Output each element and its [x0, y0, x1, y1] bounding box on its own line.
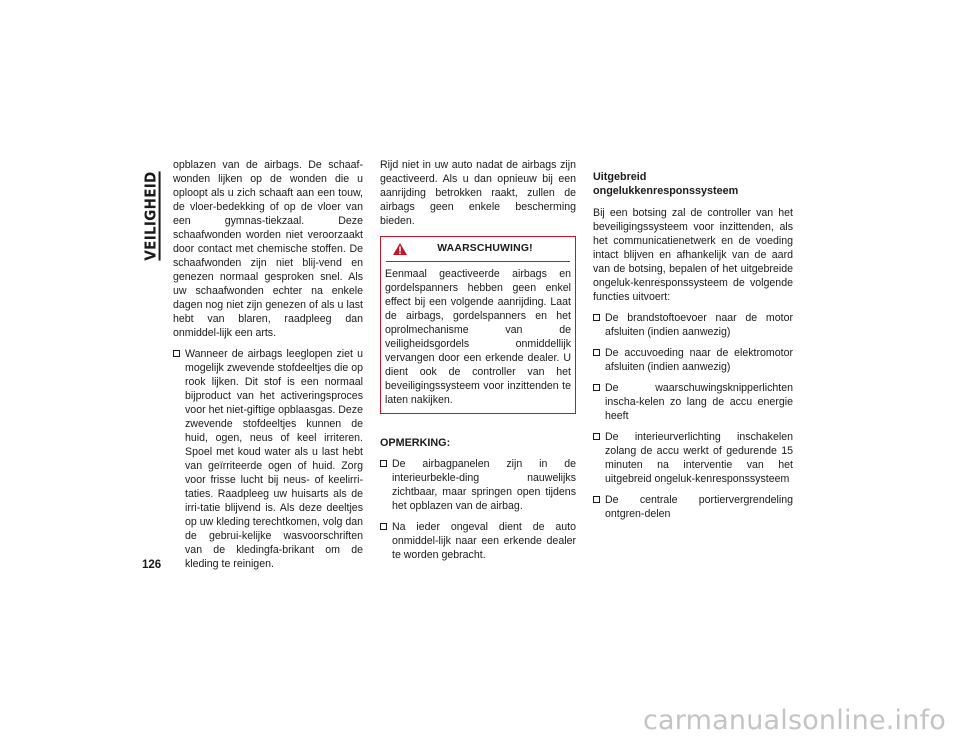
list-item [593, 346, 793, 374]
section-title: VEILIGHEID [142, 171, 160, 261]
list-item-text: De brandstoftoevoer naar de motor afsluiten (indien aanwezig) [605, 312, 793, 338]
page-number: 126 [142, 559, 162, 571]
list-item [593, 493, 793, 521]
body-paragraph: Bij een botsing zal de controller van het beveiligingssysteem voor inzittenden, als het communicatienetwerk en de voeding intact blijven en afhankelijk van de aard van de botsing, bepalen of het uitgebreide ongeluk-kenresponssysteem de volgende functies uitvoert: [593, 207, 793, 303]
checkbox-bullet-icon [593, 314, 600, 321]
list-item-text: De centrale portiervergrendeling ontgren-delen [605, 494, 793, 520]
list-item-text: Na ieder ongeval dient de auto onmiddel-lijk naar een erkende dealer te worden gebracht. [392, 521, 576, 561]
column-1 [173, 158, 363, 571]
checkbox-bullet-icon [593, 496, 600, 503]
warning-box [380, 236, 576, 414]
list-item [380, 520, 576, 562]
watermark: carmanualsonline.info [643, 705, 946, 736]
warning-triangle-icon [392, 242, 408, 256]
warning-title: WAARSCHUWING! [437, 243, 533, 254]
list-item [173, 347, 363, 571]
list-item [593, 430, 793, 486]
list-item-text: De accuvoeding naar de elektromotor afsluiten (indien aanwezig) [605, 347, 793, 373]
checkbox-bullet-icon [173, 350, 180, 357]
list-item-text: Wanneer de airbags leeglopen ziet u mogelijk zwevende stofdeeltjes die op rook lijken. Dit stof is een normaal bijproduct van het activeringsproces voor het niet-giftige opblaasgas. Deze zwevende stofdeeltjes kunnen de huid, ogen, neus of keel irriteren. Spoel met koud water als u last hebt van geïrriteerde ogen of huid. Zorg voor frisse lucht bij neus- of keelirri-taties. Raadpleeg uw huisarts als de irri-tatie blijvend is. Als deze deeltjes op uw kleding terechtkomen, volg dan de gebrui-kelijke wasvoorschriften van de kledingfa-brikant om de kleding te reinigen. [185, 348, 363, 570]
checkbox-bullet-icon [380, 523, 387, 530]
list-item [380, 457, 576, 513]
section-heading: Uitgebreid ongelukkenresponssysteem [593, 171, 739, 197]
list-item-text: De waarschuwingsknipperlichten inscha-kelen zo lang de accu energie heeft [605, 382, 793, 422]
body-paragraph: Rijd niet in uw auto nadat de airbags zijn geactiveerd. Als u dan opnieuw bij een aanrijding betrokken raakt, zullen de airbags geen enkele bescherming bieden. [380, 159, 576, 227]
list-item [593, 311, 793, 339]
checkbox-bullet-icon [380, 460, 387, 467]
warning-header [386, 237, 570, 262]
list-item-text: De interieurverlichting inschakelen zolang de accu werkt of gedurende 15 minuten na interventie van het uitgebreid ongeluk-kenresponssysteem [605, 431, 793, 485]
column-3 [593, 158, 793, 521]
list-item-text: De airbagpanelen zijn in de interieurbekle-ding nauwelijks zichtbaar, maar springen open tijdens het opblazen van de airbag. [392, 458, 576, 512]
column-2 [380, 158, 576, 562]
warning-text: Eenmaal geactiveerde airbags en gordelspanners hebben geen enkel effect bij een volgende aanrijding. Laat de airbags, gordelspanners en het oprolmechanisme van de veiligheidsgordels onmiddellijk vervangen door een erkende dealer. U dient ook de controller van het beveiligingssysteem voor inzittenden te laten nakijken. [385, 268, 571, 406]
checkbox-bullet-icon [593, 433, 600, 440]
body-paragraph: opblazen van de airbags. De schaaf-wonden lijken op de wonden die u oploopt als u zich schaaft aan een touw, de vloer-bedekking of op de vloer van een gymnas-tiekzaal. Deze schaafwonden worden niet veroorzaakt door contact met chemische stoffen. De schaafwonden zijn niet blij-vend en genezen normaal gesproken snel. Als uw schaafwonden echter na enkele dagen nog niet zijn genezen of als u last hebt van blaren, raadpleeg dan onmiddel-lijk een arts. [173, 159, 363, 339]
list-item [593, 381, 793, 423]
note-heading: OPMERKING: [380, 437, 451, 449]
checkbox-bullet-icon [593, 384, 600, 391]
checkbox-bullet-icon [593, 349, 600, 356]
